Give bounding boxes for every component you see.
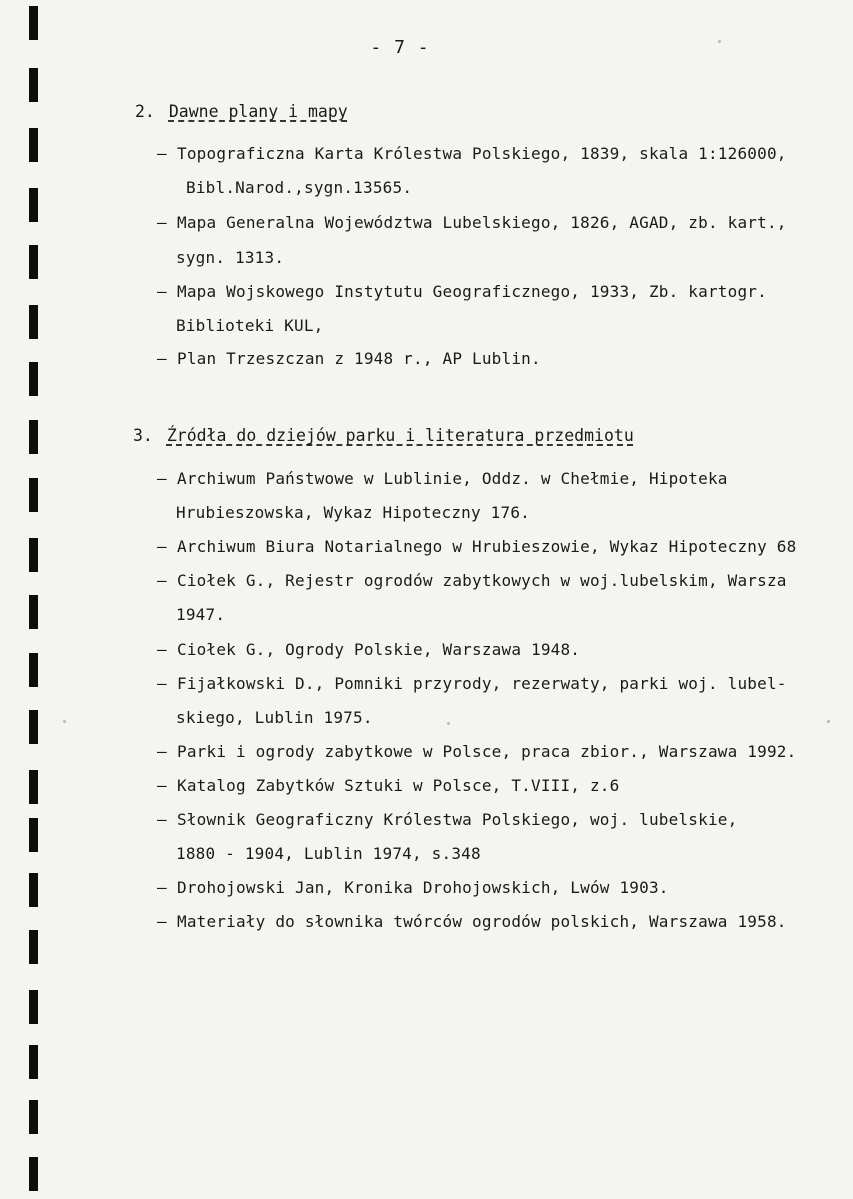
binding-mark <box>29 245 38 279</box>
scan-speck <box>718 40 721 43</box>
scan-speck <box>63 720 66 723</box>
binding-mark <box>29 710 38 744</box>
list-item <box>157 349 541 368</box>
dash-marker: – <box>157 213 167 232</box>
list-item-text: Archiwum Państwowe w Lublinie, Oddz. w Chełmie, Hipoteka <box>177 469 728 488</box>
binding-mark <box>29 1045 38 1079</box>
dash-marker: – <box>157 810 167 829</box>
binding-holes <box>0 0 40 1199</box>
list-item-text: Materiały do słownika twórców ogrodów polskich, Warszawa 1958. <box>177 912 787 931</box>
binding-mark <box>29 478 38 512</box>
list-item-continuation: Hrubieszowska, Wykaz Hipoteczny 176. <box>176 503 530 522</box>
list-item-text: Topograficzna Karta Królestwa Polskiego, 1839, skala 1:126000, <box>177 144 787 163</box>
binding-mark <box>29 6 38 40</box>
dash-marker: – <box>157 742 167 761</box>
section-number: 2. <box>135 102 155 121</box>
list-item-continuation: sygn. 1313. <box>176 248 285 267</box>
list-item-text: Mapa Generalna Województwa Lubelskiego, 1826, AGAD, zb. kart., <box>177 213 787 232</box>
list-item <box>157 282 767 301</box>
list-item <box>157 912 787 931</box>
binding-mark <box>29 420 38 454</box>
list-item-continuation: 1880 - 1904, Lublin 1974, s.348 <box>176 844 481 863</box>
list-item-text: Plan Trzeszczan z 1948 r., AP Lublin. <box>177 349 541 368</box>
list-item-continuation: 1947. <box>176 605 226 624</box>
list-item <box>157 742 796 761</box>
scan-speck <box>447 722 450 725</box>
list-item <box>157 810 737 829</box>
list-item-text: Słownik Geograficzny Królestwa Polskiego, woj. lubelskie, <box>177 810 738 829</box>
binding-mark <box>29 1100 38 1134</box>
list-item-text: Archiwum Biura Notarialnego w Hrubieszowie, Wykaz Hipoteczny 68 <box>177 537 797 556</box>
binding-mark <box>29 595 38 629</box>
binding-mark <box>29 653 38 687</box>
section-title: Dawne plany i mapy <box>168 102 348 121</box>
binding-mark <box>29 362 38 396</box>
binding-mark <box>29 68 38 102</box>
section-title: Źródła do dziejów parku i literatura przedmiotu <box>166 426 634 445</box>
list-item <box>157 213 787 232</box>
dash-marker: – <box>157 537 167 556</box>
dash-marker: – <box>157 776 167 795</box>
list-item-continuation: skiego, Lublin 1975. <box>176 708 373 727</box>
dash-marker: – <box>157 144 167 163</box>
binding-mark <box>29 990 38 1024</box>
list-item <box>157 674 787 693</box>
scan-speck <box>827 720 830 723</box>
list-item-text: Fijałkowski D., Pomniki przyrody, rezerwaty, parki woj. lubel- <box>177 674 787 693</box>
list-item-text: Parki i ogrody zabytkowe w Polsce, praca zbior., Warszawa 1992. <box>177 742 797 761</box>
binding-mark <box>29 538 38 572</box>
dash-marker: – <box>157 878 167 897</box>
binding-mark <box>29 128 38 162</box>
list-item <box>157 144 787 163</box>
binding-mark <box>29 188 38 222</box>
section-heading <box>135 102 348 121</box>
list-item <box>157 571 787 590</box>
dash-marker: – <box>157 912 167 931</box>
section-heading <box>133 426 634 445</box>
list-item-text: Ciołek G., Rejestr ogrodów zabytkowych w woj.lubelskim, Warsza <box>177 571 787 590</box>
list-item <box>157 878 669 897</box>
dash-marker: – <box>157 640 167 659</box>
list-item-text: Drohojowski Jan, Kronika Drohojowskich, Lwów 1903. <box>177 878 669 897</box>
page-number: - 7 - <box>370 37 430 58</box>
binding-mark <box>29 770 38 804</box>
list-item <box>157 640 580 659</box>
dash-marker: – <box>157 674 167 693</box>
list-item-continuation: Biblioteki KUL, <box>176 316 324 335</box>
list-item <box>157 469 728 488</box>
list-item-text: Ciołek G., Ogrody Polskie, Warszawa 1948. <box>177 640 581 659</box>
binding-mark <box>29 818 38 852</box>
list-item-continuation: Bibl.Narod.,sygn.13565. <box>186 178 413 197</box>
binding-mark <box>29 1157 38 1191</box>
list-item <box>157 537 796 556</box>
dash-marker: – <box>157 282 167 301</box>
dash-marker: – <box>157 571 167 590</box>
list-item-text: Mapa Wojskowego Instytutu Geograficznego, 1933, Zb. kartogr. <box>177 282 767 301</box>
list-item <box>157 776 619 795</box>
binding-mark <box>29 873 38 907</box>
list-item-text: Katalog Zabytków Sztuki w Polsce, T.VIII, z.6 <box>177 776 620 795</box>
binding-mark <box>29 930 38 964</box>
dash-marker: – <box>157 469 167 488</box>
binding-mark <box>29 305 38 339</box>
section-number: 3. <box>133 426 153 445</box>
dash-marker: – <box>157 349 167 368</box>
